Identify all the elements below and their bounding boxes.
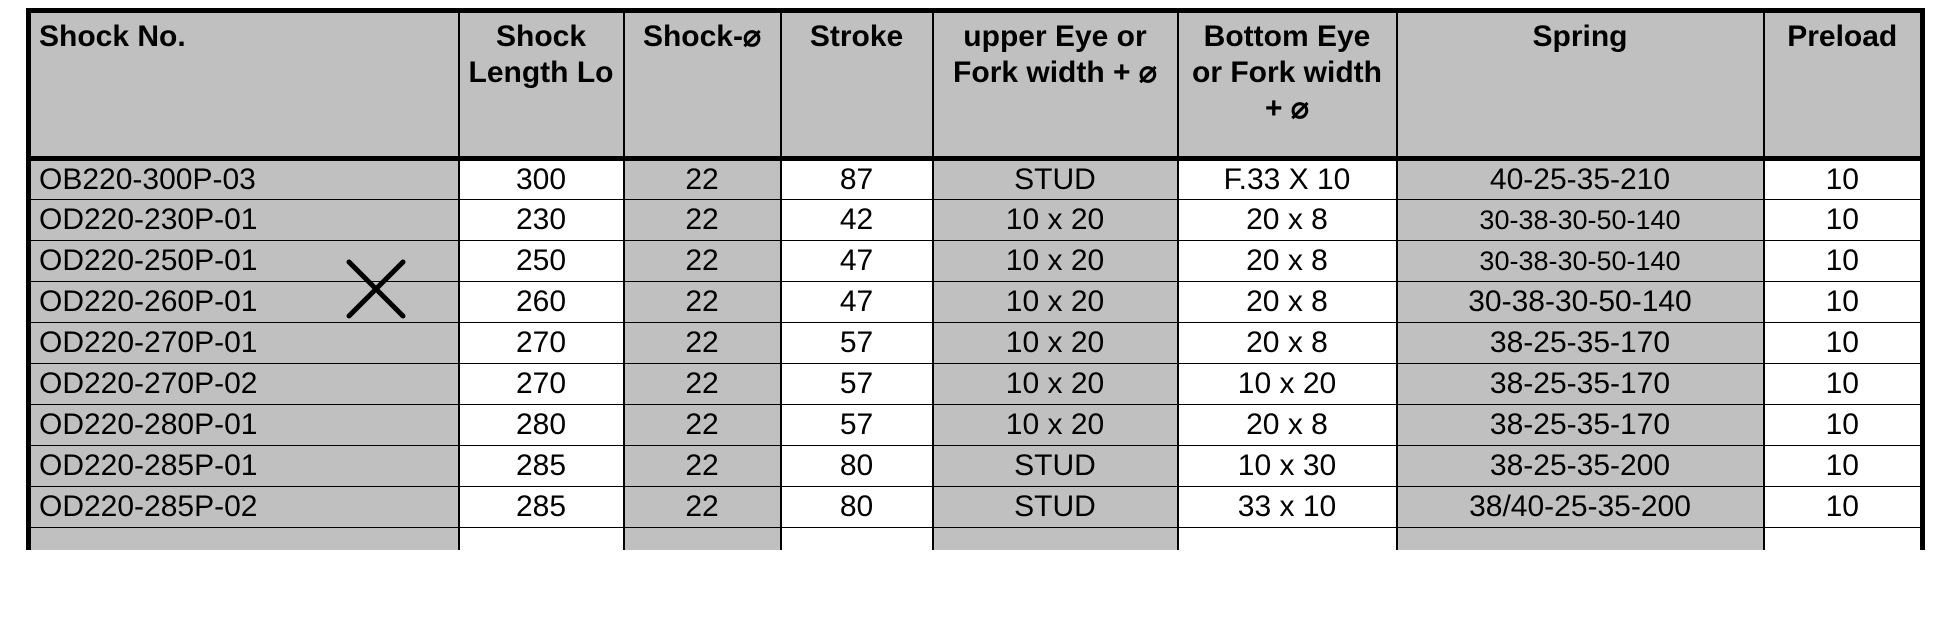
- cell-shock-no: OD220-260P-01: [29, 282, 459, 323]
- table-row: [29, 405, 1923, 446]
- cell-preload: 10: [1764, 200, 1923, 241]
- cell-shock-length: 230: [459, 200, 624, 241]
- cell-stroke: 47: [781, 282, 933, 323]
- cell-stroke: 80: [781, 487, 933, 528]
- cell-shock-diameter: 22: [624, 446, 781, 487]
- cell-shock-diameter: 22: [624, 487, 781, 528]
- cell-spring: [1397, 528, 1764, 550]
- cell-upper-eye: [933, 528, 1178, 550]
- column-header-bottom-eye: Bottom Eye or Fork width + ⌀: [1178, 11, 1397, 159]
- cell-bottom-eye: 20 x 8: [1178, 323, 1397, 364]
- table-row: [29, 282, 1923, 323]
- table-row: [29, 528, 1923, 550]
- cell-shock-diameter: 22: [624, 323, 781, 364]
- cell-shock-no: OB220-300P-03: [29, 159, 459, 200]
- cell-spring: 38-25-35-200: [1397, 446, 1764, 487]
- cell-preload: 10: [1764, 282, 1923, 323]
- cell-shock-diameter: 22: [624, 159, 781, 200]
- cell-bottom-eye: 20 x 8: [1178, 282, 1397, 323]
- cell-shock-no: OD220-285P-02: [29, 487, 459, 528]
- cell-upper-eye: 10 x 20: [933, 200, 1178, 241]
- table-row: [29, 200, 1923, 241]
- cell-upper-eye: STUD: [933, 487, 1178, 528]
- cell-shock-diameter: 22: [624, 200, 781, 241]
- cell-shock-no: OD220-270P-01: [29, 323, 459, 364]
- column-header-preload: Preload: [1764, 11, 1923, 159]
- cell-upper-eye: 10 x 20: [933, 364, 1178, 405]
- header-row: [29, 11, 1923, 159]
- cell-shock-length: 250: [459, 241, 624, 282]
- cell-shock-diameter: [624, 528, 781, 550]
- cell-bottom-eye: 10 x 20: [1178, 364, 1397, 405]
- cell-stroke: 57: [781, 405, 933, 446]
- cell-shock-length: 285: [459, 487, 624, 528]
- cell-shock-diameter: 22: [624, 241, 781, 282]
- table-row: [29, 446, 1923, 487]
- cell-preload: 10: [1764, 159, 1923, 200]
- cell-shock-length: 280: [459, 405, 624, 446]
- cell-shock-no: OD220-230P-01: [29, 200, 459, 241]
- cell-spring: 40-25-35-210: [1397, 159, 1764, 200]
- cell-preload: 10: [1764, 487, 1923, 528]
- cell-upper-eye: 10 x 20: [933, 323, 1178, 364]
- table-body: [29, 159, 1923, 550]
- cell-shock-diameter: 22: [624, 405, 781, 446]
- cell-bottom-eye: 10 x 30: [1178, 446, 1397, 487]
- cell-preload: [1764, 528, 1923, 550]
- cell-stroke: 57: [781, 323, 933, 364]
- cell-stroke: 87: [781, 159, 933, 200]
- cell-stroke: 42: [781, 200, 933, 241]
- column-header-shock-diameter: Shock-⌀: [624, 11, 781, 159]
- cell-spring: 38-25-35-170: [1397, 364, 1764, 405]
- cell-spring: 38-25-35-170: [1397, 405, 1764, 446]
- cell-shock-length: 270: [459, 323, 624, 364]
- cell-bottom-eye: 20 x 8: [1178, 405, 1397, 446]
- cell-spring: 30-38-30-50-140: [1397, 282, 1764, 323]
- table-row: [29, 241, 1923, 282]
- shock-specification-table: [26, 8, 1925, 550]
- cell-shock-no: OD220-280P-01: [29, 405, 459, 446]
- cell-shock-length: 300: [459, 159, 624, 200]
- column-header-stroke: Stroke: [781, 11, 933, 159]
- cell-shock-no: OD220-270P-02: [29, 364, 459, 405]
- cell-upper-eye: STUD: [933, 159, 1178, 200]
- cell-stroke: [781, 528, 933, 550]
- cell-shock-length: 260: [459, 282, 624, 323]
- column-header-upper-eye: upper Eye or Fork width + ⌀: [933, 11, 1178, 159]
- cell-stroke: 47: [781, 241, 933, 282]
- cell-shock-no: OD220-285P-01: [29, 446, 459, 487]
- cell-upper-eye: STUD: [933, 446, 1178, 487]
- cell-shock-no: [29, 528, 459, 550]
- cell-shock-no: OD220-250P-01: [29, 241, 459, 282]
- cell-spring: 38/40-25-35-200: [1397, 487, 1764, 528]
- column-header-shock-no: Shock No.: [29, 11, 459, 159]
- cell-spring: 30-38-30-50-140: [1397, 200, 1764, 241]
- cell-shock-diameter: 22: [624, 364, 781, 405]
- cell-bottom-eye: 33 x 10: [1178, 487, 1397, 528]
- cell-stroke: 57: [781, 364, 933, 405]
- cell-preload: 10: [1764, 446, 1923, 487]
- column-header-shock-length: Shock Length Lo: [459, 11, 624, 159]
- table-row: [29, 159, 1923, 200]
- cell-preload: 10: [1764, 323, 1923, 364]
- table-row: [29, 487, 1923, 528]
- cell-spring: 30-38-30-50-140: [1397, 241, 1764, 282]
- column-header-spring: Spring: [1397, 11, 1764, 159]
- cell-bottom-eye: F.33 X 10: [1178, 159, 1397, 200]
- cell-preload: 10: [1764, 364, 1923, 405]
- table-header: [29, 11, 1923, 159]
- cell-bottom-eye: 20 x 8: [1178, 241, 1397, 282]
- cell-upper-eye: 10 x 20: [933, 405, 1178, 446]
- cell-bottom-eye: [1178, 528, 1397, 550]
- cell-shock-length: [459, 528, 624, 550]
- cell-shock-length: 285: [459, 446, 624, 487]
- cell-shock-diameter: 22: [624, 282, 781, 323]
- table-row: [29, 323, 1923, 364]
- cell-upper-eye: 10 x 20: [933, 282, 1178, 323]
- cell-spring: 38-25-35-170: [1397, 323, 1764, 364]
- cell-shock-length: 270: [459, 364, 624, 405]
- table-row: [29, 364, 1923, 405]
- cell-preload: 10: [1764, 405, 1923, 446]
- cell-upper-eye: 10 x 20: [933, 241, 1178, 282]
- cell-preload: 10: [1764, 241, 1923, 282]
- cell-bottom-eye: 20 x 8: [1178, 200, 1397, 241]
- cell-stroke: 80: [781, 446, 933, 487]
